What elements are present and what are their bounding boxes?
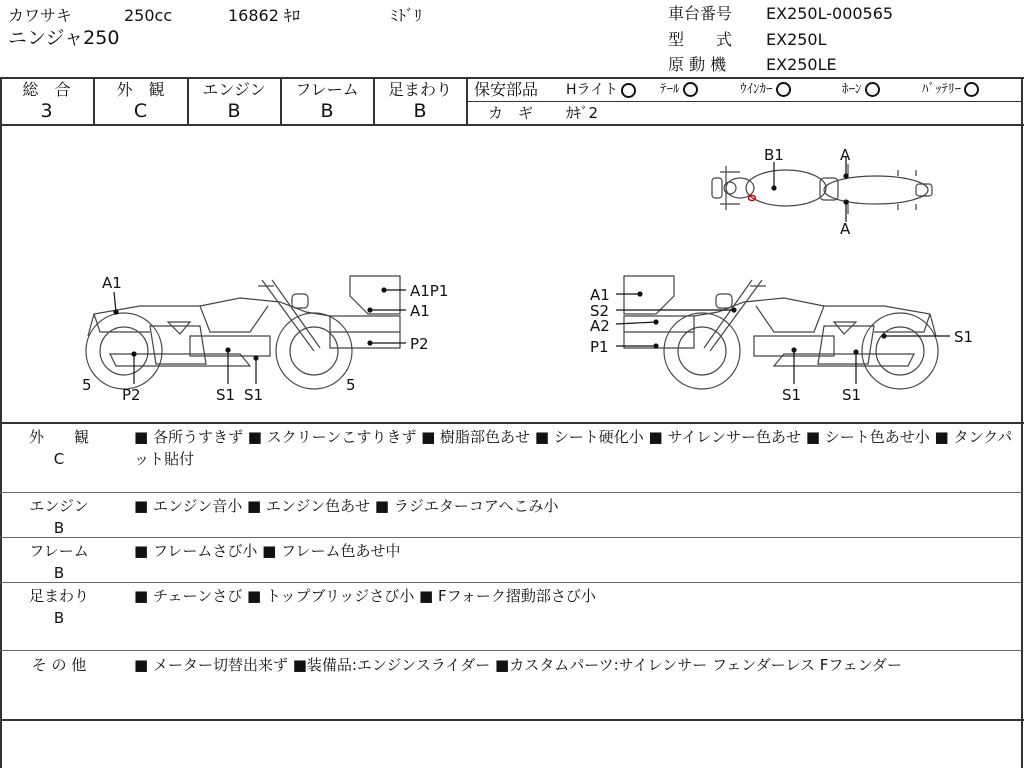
- safety-item-label: ﾃｰﾙ: [660, 82, 680, 97]
- grade-engine-label: エンジン: [202, 80, 266, 99]
- grade-exterior-label: 外 観: [116, 80, 165, 99]
- label-p1: P1: [590, 338, 609, 356]
- model-name: ニンジャ250: [8, 27, 120, 49]
- key-label: カ ギ: [488, 104, 534, 122]
- type-value: EX250L: [766, 30, 827, 49]
- label-a1: A1: [410, 302, 430, 320]
- label-s2: S2: [590, 302, 610, 320]
- label-s1: S1: [782, 386, 802, 404]
- note-head-exterior: [14, 426, 104, 470]
- label-a1p1: A1P1: [410, 282, 449, 300]
- note-head: フレーム: [29, 542, 89, 560]
- note-grade: B: [53, 564, 65, 582]
- note-grade: B: [53, 519, 65, 537]
- label-5: 5: [346, 376, 356, 394]
- grade-frame-label: フレーム: [295, 80, 359, 99]
- label-s1: S1: [954, 328, 974, 346]
- bike-right-view: [624, 276, 938, 389]
- safety-item-label: Hライト: [566, 82, 619, 98]
- note-head: 足まわり: [28, 587, 89, 605]
- label-a1: A1: [590, 286, 610, 304]
- engine-value: EX250LE: [766, 55, 837, 74]
- engine-label: 原 動 機: [668, 55, 727, 74]
- safety-item-horn: [842, 80, 880, 100]
- grade-frame: B: [320, 100, 334, 122]
- label-s1: S1: [216, 386, 236, 404]
- label-a-bottom: A: [840, 220, 851, 238]
- note-text-frame: ■ フレームさび小 ■ フレーム色あせ中: [134, 542, 401, 560]
- bike-left-view: [86, 276, 400, 389]
- note-grade: C: [53, 450, 65, 468]
- note-head: エンジン: [29, 497, 89, 515]
- grade-overall-label: 総 合: [22, 80, 71, 99]
- ok-circle-icon: [865, 82, 880, 97]
- divider: [0, 650, 1022, 651]
- grade-exterior: C: [133, 100, 148, 122]
- label-a1: A1: [102, 274, 122, 292]
- divider: [0, 77, 1024, 79]
- type-label: 型 式: [668, 30, 733, 49]
- note-text-engine: ■ エンジン音小 ■ エンジン色あせ ■ ラジエターコアへこみ小: [134, 497, 559, 515]
- grade-engine: B: [227, 100, 241, 122]
- label-a-top: A: [840, 146, 851, 164]
- note-head: 外 観: [28, 428, 89, 446]
- divider: [0, 719, 1024, 721]
- ok-circle-icon: [683, 82, 698, 97]
- label-s1: S1: [244, 386, 264, 404]
- divider: [0, 582, 1022, 583]
- safety-item-label: ﾊﾞｯﾃﾘｰ: [922, 82, 961, 97]
- grade-suspension: B: [413, 100, 427, 122]
- note-text-suspension: ■ チェーンさび ■ トップブリッジさび小 ■ Fフォーク摺動部さび小: [134, 587, 596, 605]
- safety-item-winker: [740, 80, 791, 100]
- label-5: 5: [82, 376, 92, 394]
- mileage: 16862 ｷﾛ: [228, 6, 300, 25]
- ok-circle-icon: [964, 82, 979, 97]
- safety-item-label: ｳｲﾝｶｰ: [740, 82, 773, 97]
- key-value: ｶｷﾞ2: [566, 104, 599, 122]
- divider: [0, 492, 1022, 493]
- note-head-engine: [14, 495, 104, 539]
- note-head-other: [14, 654, 104, 676]
- note-head-frame: [14, 540, 104, 584]
- note-text-other: ■ メーター切替出来ず ■装備品:エンジンスライダー ■カスタムパーツ:サイレンサー フェンダーレス Fフェンダー: [134, 656, 902, 674]
- note-grade: B: [53, 609, 65, 627]
- safety-item-headlight: [566, 80, 636, 100]
- ok-circle-icon: [776, 82, 791, 97]
- label-p2: P2: [410, 335, 429, 353]
- label-a2: A2: [590, 317, 610, 335]
- note-head: そ の 他: [31, 656, 87, 674]
- grade-overall: 3: [40, 100, 53, 122]
- divider: [0, 537, 1022, 538]
- bike-damage-diagram: [0, 126, 1022, 422]
- divider: [467, 101, 1022, 102]
- displacement: 250cc: [124, 6, 173, 25]
- ok-circle-icon: [621, 83, 636, 98]
- safety-item-label: ﾎｰﾝ: [842, 82, 862, 97]
- label-b1: B1: [764, 146, 784, 164]
- color: ﾐﾄﾞﾘ: [390, 6, 423, 25]
- divider: [0, 422, 1024, 424]
- note-text-exterior: ■ 各所うすきず ■ スクリーンこすりきず ■ 樹脂部色あせ ■ シート硬化小 ■ サイレンサー色あせ ■ シート色あせ小 ■ タンクパット貼付: [134, 428, 1013, 468]
- safety-title: 保安部品: [474, 80, 539, 99]
- note-head-suspension: [14, 585, 104, 629]
- safety-item-tail: [660, 80, 698, 100]
- maker: カワサキ: [8, 6, 73, 25]
- bike-top-view: [712, 164, 932, 214]
- frame-no: EX250L-000565: [766, 4, 894, 23]
- safety-item-battery: [922, 80, 979, 100]
- frame-no-label: 車台番号: [668, 4, 733, 23]
- label-p2: P2: [122, 386, 141, 404]
- grade-suspension-label: 足まわり: [387, 80, 452, 99]
- label-s1: S1: [842, 386, 862, 404]
